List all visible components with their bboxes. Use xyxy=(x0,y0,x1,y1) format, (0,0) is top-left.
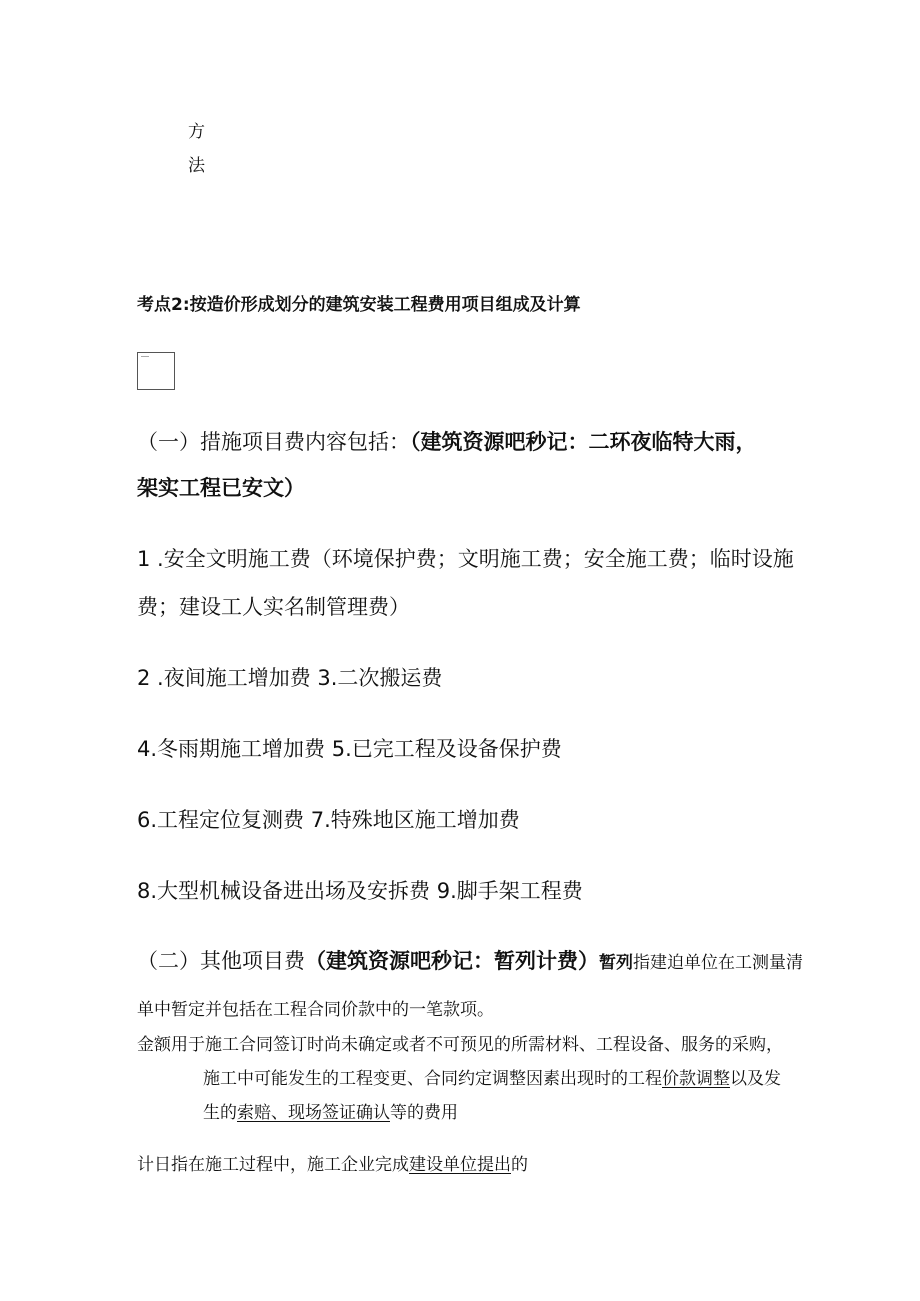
image-placeholder xyxy=(137,352,175,390)
jiri-a: 计日指在施工过程中，施工企业完成 xyxy=(137,1155,409,1175)
section1-mnemonic: （建筑资源吧秒记：二环夜临特大雨， xyxy=(410,430,757,454)
section2-line5-underline: 索赔、现场签证确认 xyxy=(237,1103,390,1123)
jiri-b: 的 xyxy=(511,1155,528,1175)
jiri-underline: 建设单位提出 xyxy=(409,1155,511,1175)
section2-line5-b: 等的费用 xyxy=(390,1103,458,1123)
section2-term: 暂列 xyxy=(599,953,633,973)
section-heading: 考点2:按造价形成划分的建筑安装工程费用项目组成及计算 xyxy=(137,295,581,315)
section2-line4-underline: 价款调整 xyxy=(662,1069,730,1089)
section2-line4-a: 施工中可能发生的工程变更、合同约定调整因素出现时的工程 xyxy=(203,1069,662,1089)
section1-line2: 架实工程已安文） xyxy=(137,476,305,500)
section2-line1 xyxy=(137,945,803,975)
vertical-char-1: 方 xyxy=(188,122,205,142)
section2-line4-b: 以及发 xyxy=(730,1069,781,1089)
section2-line3: 金额用于施工合同签订时尚未确定或者不可预见的所需材料、工程设备、服务的采购， xyxy=(137,1035,783,1055)
vertical-char-2: 法 xyxy=(188,156,205,176)
section2-line4 xyxy=(203,1064,781,1089)
section1-line1 xyxy=(137,426,757,456)
item-1-line2: 费；建设工人实名制管理费） xyxy=(137,595,410,619)
section2-mnemonic: （建筑资源吧秒记：暂列计费） xyxy=(305,949,599,973)
section1-title: （一）措施项目费内容包括： xyxy=(137,430,410,454)
section2-line5-a: 生的 xyxy=(203,1103,237,1123)
item-4: 6.工程定位复测费 7.特殊地区施工增加费 xyxy=(137,808,520,832)
section2-line5 xyxy=(203,1098,458,1123)
section2-title: （二）其他项目费 xyxy=(137,949,305,973)
item-5: 8.大型机械设备进出场及安拆费 9.脚手架工程费 xyxy=(137,879,583,903)
jiri-line xyxy=(137,1150,528,1175)
section2-line2: 单中暂定并包括在工程合同价款中的一笔款项。 xyxy=(137,1000,494,1020)
item-3: 4.冬雨期施工增加费 5.已完工程及设备保护费 xyxy=(137,737,562,761)
section2-rest: 指建迫单位在工测量清 xyxy=(633,953,803,973)
item-2: 2 .夜间施工增加费 3.二次搬运费 xyxy=(137,666,443,690)
item-1-line1: 1 .安全文明施工费（环境保护费；文明施工费；安全施工费；临时设施 xyxy=(137,547,794,571)
